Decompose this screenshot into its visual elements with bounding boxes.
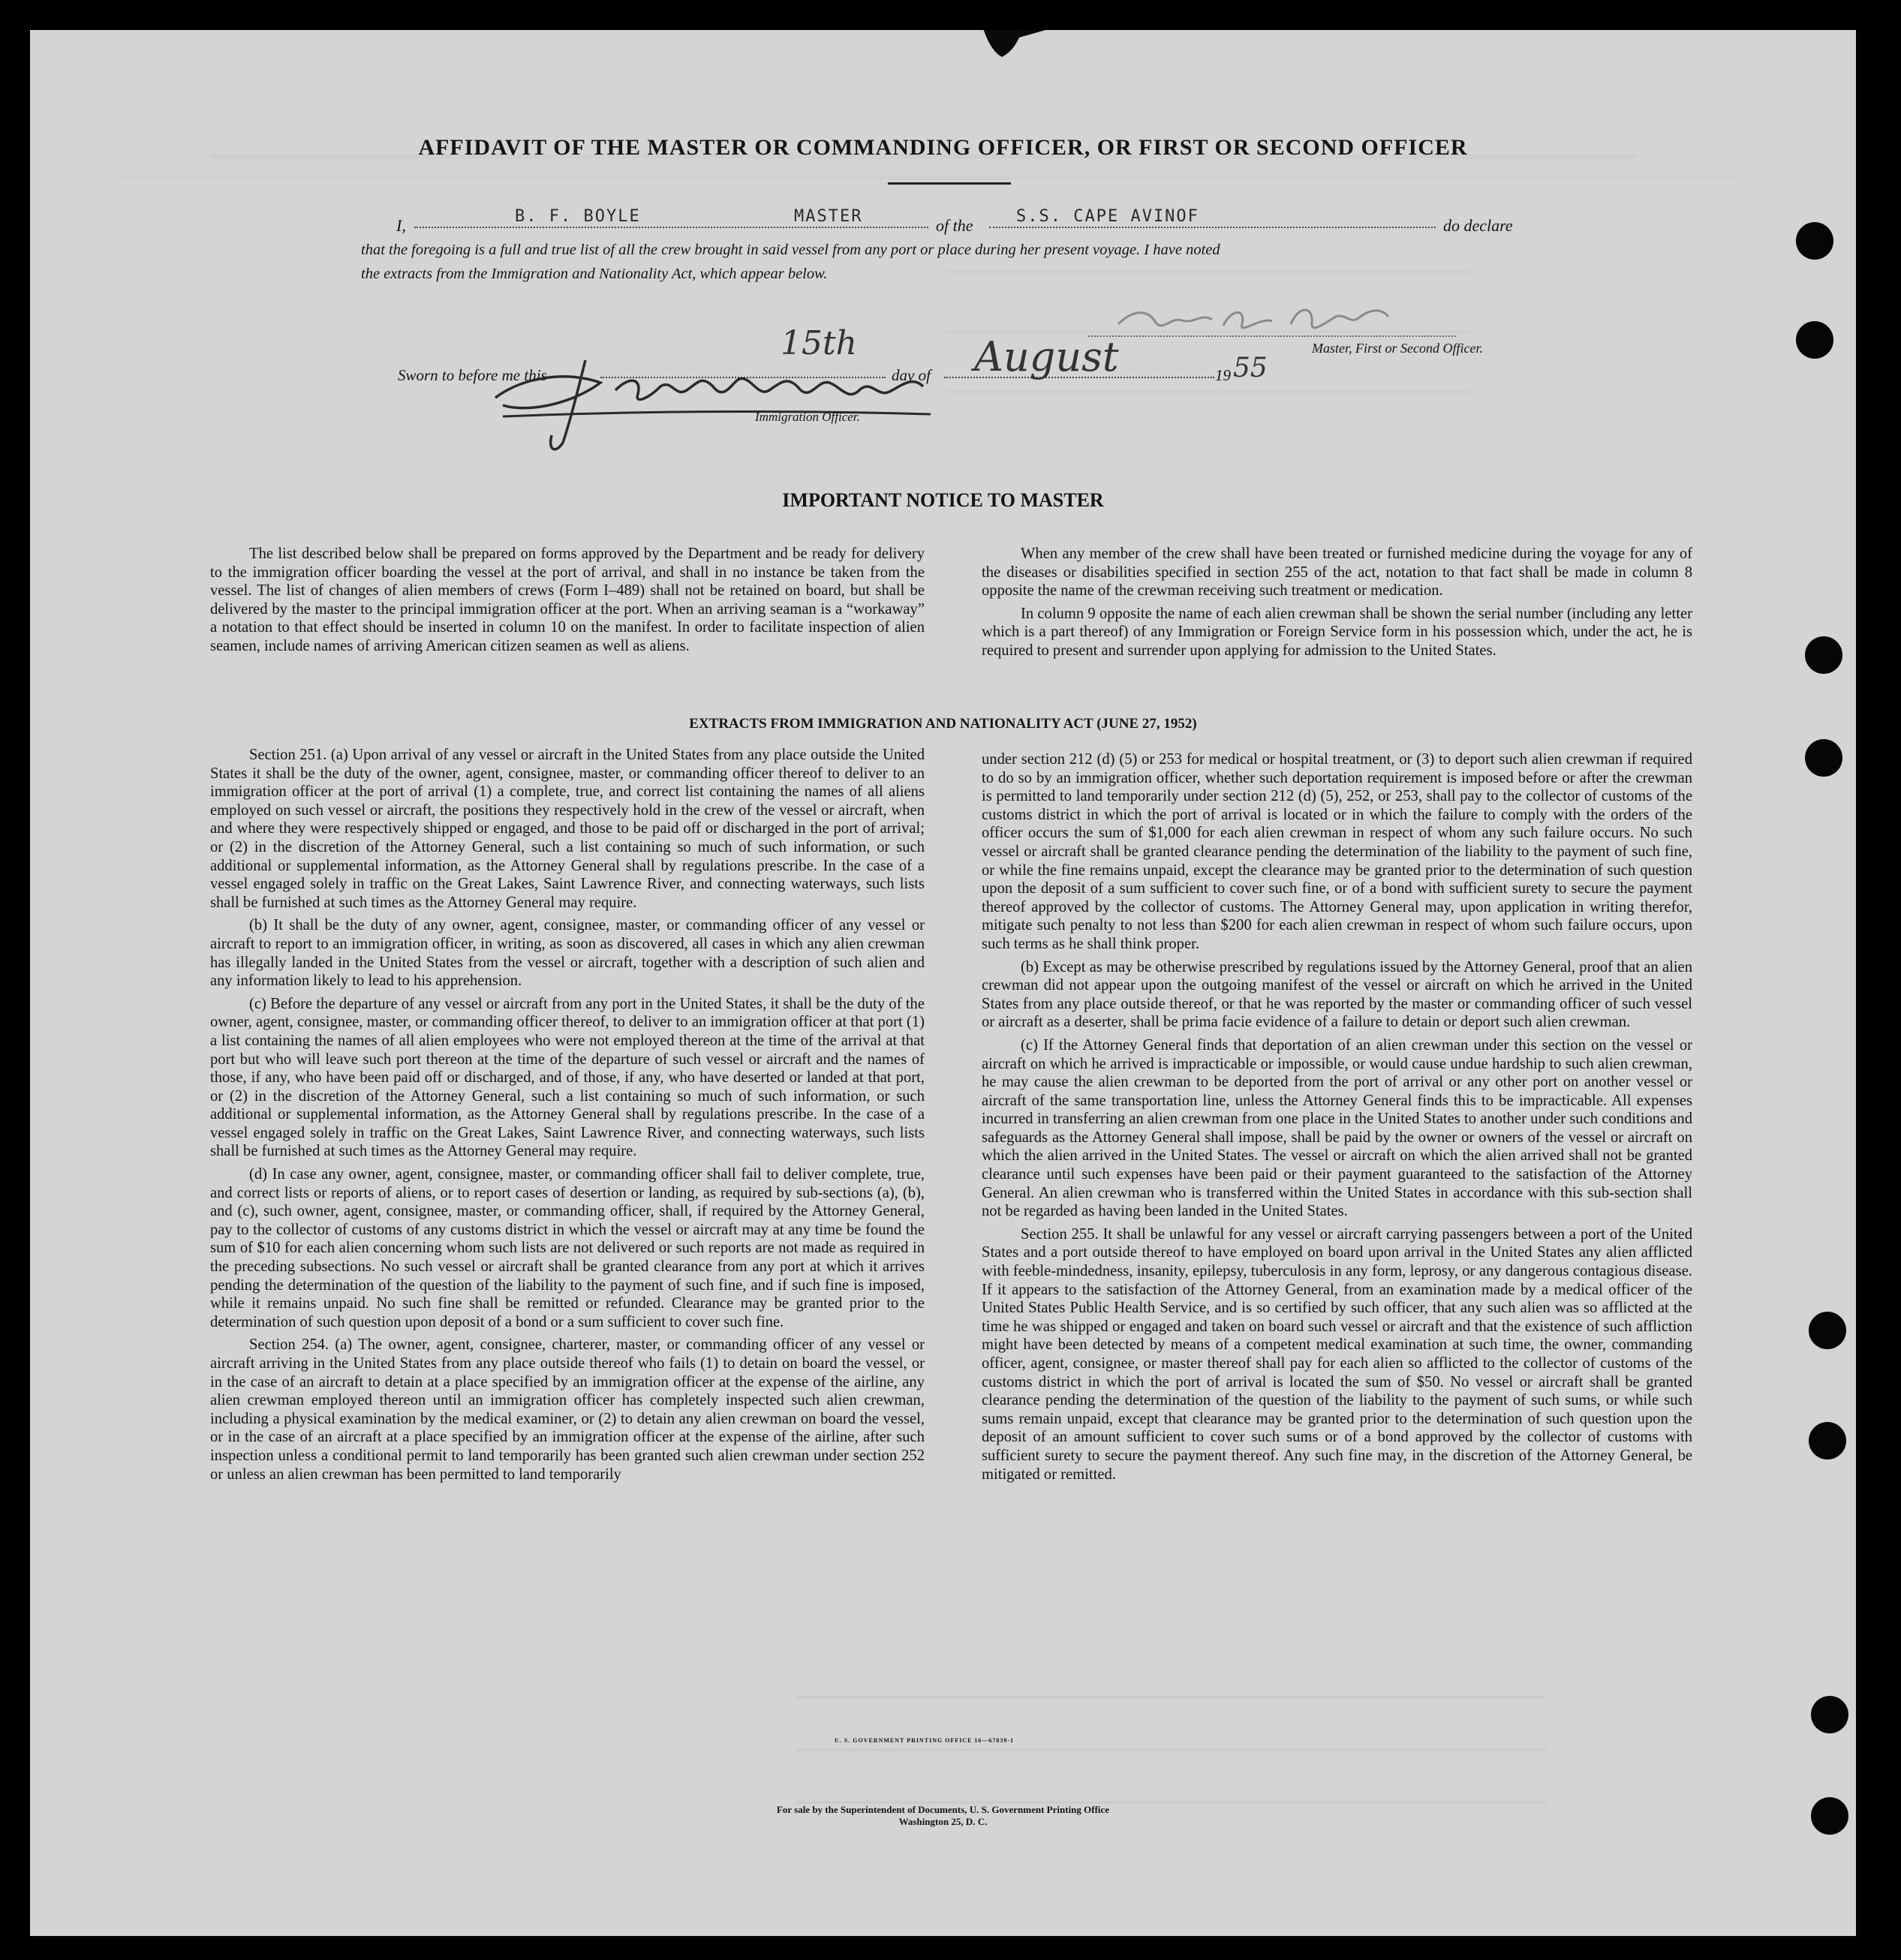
sale-notice bbox=[30, 1804, 1856, 1828]
immigration-officer-signature bbox=[480, 345, 961, 458]
binder-hole bbox=[1809, 1312, 1846, 1349]
section-251a: Section 251. (a) Upon arrival of any vessel or aircraft in the United States from any place outside the United States it shall be the duty of the owner, agent, consignee, master, or commanding officer thereof to deliver to an immigration officer at the port of arrival (1) a complete, true, and correct list containing the names of all aliens employed on such vessel or aircraft, the positions they respectively hold in the crew of the vessel or aircraft, when and where they were respectively shipped or engaged, and those to be paid off or discharged in the port of arrival; or (2) in the discretion of the Attorney General, such a list containing so much of such information, or such additional or supplemental information, as the Attorney General shall by regulations prescribe. In the case of a vessel engaged solely in traffic on the Great Lakes, Saint Lawrence River, and connecting waterways, such lists shall be furnished at such times as the Attorney General may require. bbox=[210, 747, 925, 911]
extracts-left-column bbox=[210, 746, 925, 1488]
section-251c: (c) Before the departure of any vessel or aircraft from any port in the United States, it shall be the duty of the owner, agent, consignee, master, or commanding officer thereof, to deliver to an immigration officer at that port (1) a list containing the names of all alien employees who were not employed thereon at the time of the arrival at that port but who will leave such port thereon at the time of the departure of such vessel or aircraft and the names of those, if any, who have been paid off or discharged, and of those, if any, who have deserted or landed at that port, or (2) in the discretion of the Attorney General, such a list containing so much of such information, or such additional or supplemental information, as the Attorney General shall by regulations prescribe. In the case of a vessel engaged solely in traffic on the Great Lakes, Saint Lawrence River, and connecting waterways, such lists shall be furnished at such times as the Attorney General may require. bbox=[210, 995, 925, 1160]
master-name: B. F. BOYLE bbox=[515, 207, 641, 226]
section-254a-continued: under section 212 (d) (5) or 253 for medical or hospital treatment, or (3) to deport such alien crewman if required to do so by an immigration officer, whether such deportation requirement is imposed before or after the crewman is permitted to land temporarily under section 212 (d) (5), 252, or 253, shall pay to the collector of customs of the customs district in which the port of arrival is located or in which the failure to comply with the orders of the officer occurs the sum of $1,000 for each alien crewman in respect of whom any such failure occurs. No such vessel or aircraft shall be granted clearance pending the determination of the liability to the payment of such fine, or while the fine remains unpaid, except the clearance may be granted prior to the determination of such question upon the deposit of a sum sufficient to cover such fine, or of a bond with sufficient surety to secure the payment thereof approved by the collector of customs. The Attorney General may, upon application in writing therefor, mitigate such penalty to not less than $200 for each alien crewman in respect of whom such failure occurs, upon such terms as he shall think proper. bbox=[982, 751, 1692, 952]
notice-right-paragraph-1: When any member of the crew shall have been treated or furnished medicine during the voyage for any of the diseases or disabilities specified in section 255 of the act, notation to that fact shall be made in column 8 opposite the name of the crewman receiving such treatment or medication. bbox=[982, 546, 1692, 600]
declaration-statement-line2: the extracts from the Immigration and Nationality Act, which appear below. bbox=[361, 266, 828, 282]
section-254b: (b) Except as may be otherwise prescribed by regulations issued by the Attorney General, proof that an alien crewman did not appear upon the outgoing manifest of the vessel or aircraft on which he arrived in the United States from any place outside thereof, or that he was reported by the master or commanding officer of such vessel or aircraft as a deserter, shall be prima facie evidence of a failure to detain or deport such alien crewman. bbox=[982, 958, 1692, 1031]
vessel-name: S.S. CAPE AVINOF bbox=[1016, 207, 1199, 226]
year-value: 55 bbox=[1233, 353, 1268, 383]
document-page bbox=[30, 30, 1856, 1936]
printing-office-imprint: U. S. GOVERNMENT PRINTING OFFICE 16—67839-1 bbox=[835, 1737, 1015, 1744]
section-254a: Section 254. (a) The owner, agent, consignee, charterer, master, or commanding officer of any vessel or aircraft arriving in the United States from any place outside thereof who fails (1) to detain on board the vessel, or in the case of an aircraft to detain at a place specified by an immigration officer at the expense of the airline, any alien crewman employed thereon until an immigration officer has completely inspected such alien crewman, including a physical examination by the medical examiner, or (2) to detain any alien crewman on board the vessel, or in the case of an aircraft at a place specified by an immigration officer at the expense of the airline, after such inspection unless a conditional permit to land temporarily has been granted such alien crewman under section 252 or unless an alien crewman has been permitted to land temporarily bbox=[210, 1336, 925, 1483]
binder-hole bbox=[1811, 1797, 1848, 1835]
binder-hole bbox=[1805, 636, 1842, 674]
notice-left-paragraph: The list described below shall be prepared on forms approved by the Department and be ready for delivery to the immigration officer boarding the vessel at the port of arrival, and shall in no instance be taken from the vessel. The list of changes of alien members of crews (Form I–489) shall not be retained on board, but shall be delivered by the master to the principal immigration officer at the port. When an arriving seaman is a “workaway” a notation to that effect should be inserted in column 10 on the manifest. In order to facilitate inspection of alien seamen, include names of arriving American citizen seamen as well as aliens. bbox=[210, 546, 925, 654]
name-position-field bbox=[414, 227, 928, 228]
extracts-right-column bbox=[982, 750, 1692, 1488]
immigration-officer-caption: Immigration Officer. bbox=[755, 410, 860, 424]
master-position: MASTER bbox=[794, 207, 863, 226]
binder-hole bbox=[1809, 1422, 1846, 1459]
month-value: August bbox=[974, 333, 1119, 380]
binder-hole bbox=[1796, 222, 1833, 260]
extracts-title: EXTRACTS FROM IMMIGRATION AND NATIONALITY ACT (JUNE 27, 1952) bbox=[689, 716, 1197, 732]
day-of-label: day of bbox=[892, 366, 931, 384]
master-signature-caption: Master, First or Second Officer. bbox=[1312, 341, 1483, 356]
master-signature bbox=[1111, 294, 1426, 347]
do-declare-label: do declare bbox=[1443, 216, 1513, 235]
section-254c: (c) If the Attorney General finds that deportation of an alien crewman under this section on the vessel or aircraft on which he arrived is impracticable or impossible, or would cause undue hardship to such alien crewman, he may cause the alien crewman to be deported from the port of arrival or any other port on another vessel or aircraft of the same transportation line, unless the Attorney General finds this to be impracticable. All expenses incurred in transferring an alien crewman from one place in the United States to another under such conditions and safeguards as the Attorney General shall impose, shall be paid by the owner or owners of the vessel or aircraft on which the alien arrived in the United States. The vessel or aircraft on which the alien arrived shall not be granted clearance until such expenses have been paid or their payment guaranteed to the satisfaction of the Attorney General. An alien crewman who is transferred within the United States in accordance with this sub-section shall not be regarded as having been landed in the United States. bbox=[982, 1036, 1692, 1220]
binder-hole bbox=[1796, 321, 1833, 359]
declaration-statement-line1: that the foregoing is a full and true list of all the crew brought in said vessel from any port or place during her present voyage. I have noted bbox=[361, 242, 1220, 258]
notice-right-column bbox=[982, 545, 1692, 665]
title-underline bbox=[888, 182, 1011, 185]
important-notice-title: IMPORTANT NOTICE TO MASTER bbox=[782, 489, 1104, 511]
day-value: 15th bbox=[781, 324, 858, 362]
of-the-label: of the bbox=[936, 216, 973, 235]
i-label: I, bbox=[396, 216, 406, 235]
section-251d: (d) In case any owner, agent, consignee, master, or commanding officer shall fail to deliver complete, true, and correct lists or reports of aliens, or to report cases of desertion or landing, as required by sub-sections (a), (b), and (c), such owner, agent, consignee, master, or commanding officer, shall, if required by the Attorney General, pay to the collector of customs of any customs district in which the vessel or aircraft may at any time be found the sum of $10 for each alien concerning whom such lists are not delivered or such reports are not made as required in the preceding subsections. No such vessel or aircraft shall be granted clearance from any port at which it arrives pending the determination of the question of the liability to the payment of such fine, and if such fine is imposed, while it remains unpaid. No such fine shall be remitted or refunded. Clearance may be granted prior to the determination of such question upon deposit of a bond or a sum sufficient to cover such fine. bbox=[210, 1166, 925, 1330]
binder-hole bbox=[1805, 739, 1842, 777]
notice-right-paragraph-2: In column 9 opposite the name of each alien crewman shall be shown the serial number (including any letter which is a part thereof) of any Immigration or Foreign Service form in his possession which, under the act, he is required to present and surrender upon applying for admission to the United States. bbox=[982, 605, 1692, 659]
torn-edge-mark bbox=[961, 30, 1051, 74]
notice-left-column bbox=[210, 545, 925, 660]
master-signature-line bbox=[1088, 335, 1456, 337]
section-251b: (b) It shall be the duty of any owner, agent, consignee, master, or commanding officer of any vessel or aircraft to report to an immigration officer, in writing, as soon as discovered, all cases in which any alien crewman has illegally landed in the United States from the vessel or aircraft, together with a description of such alien and any information likely to lead to his apprehension. bbox=[210, 917, 925, 990]
sale-notice-line1: For sale by the Superintendent of Documents, U. S. Government Printing Office bbox=[776, 1804, 1110, 1815]
binder-hole bbox=[1811, 1696, 1848, 1733]
section-255: Section 255. It shall be unlawful for any vessel or aircraft carrying passengers between a port of the United States and a port outside thereof to have employed on board upon arrival in the United States any alien afflicted with feeble-mindedness, insanity, epilepsy, tuberculosis in any form, leprosy, or any dangerous contagious disease. If it appears to the satisfaction of the Attorney General, from an examination made by a medical officer of the United States Public Health Service, and is so certified by such officer, that any such alien was so afflicted at the time he was shipped or engaged and taken on board such vessel or aircraft and that the existence of such affliction might have been detected by means of a competent medical examination at such time, the owner, commanding officer, agent, consignee, or master thereof shall pay for each alien so afflicted to the collector of customs of the customs district in which the port of arrival is located the sum of $50. No vessel or aircraft shall be granted clearance pending the determination of the question of the liability to the payment of such sums, or while such sums remain unpaid, except that clearance may be granted prior to the determination of such question upon the deposit of an amount sufficient to cover such sums or of a bond approved by the collector of customs with sufficient surety to secure the payment thereof. Any such fine may, in the discretion of the Attorney General, be mitigated or remitted. bbox=[982, 1225, 1692, 1483]
year-prefix: 19 bbox=[1215, 366, 1231, 384]
sale-notice-line2: Washington 25, D. C. bbox=[898, 1816, 988, 1827]
sworn-label: Sworn to before me this bbox=[398, 366, 547, 384]
affidavit-title: AFFIDAVIT OF THE MASTER OR COMMANDING OFFICER, OR FIRST OR SECOND OFFICER bbox=[418, 135, 1468, 160]
vessel-field bbox=[989, 227, 1436, 228]
